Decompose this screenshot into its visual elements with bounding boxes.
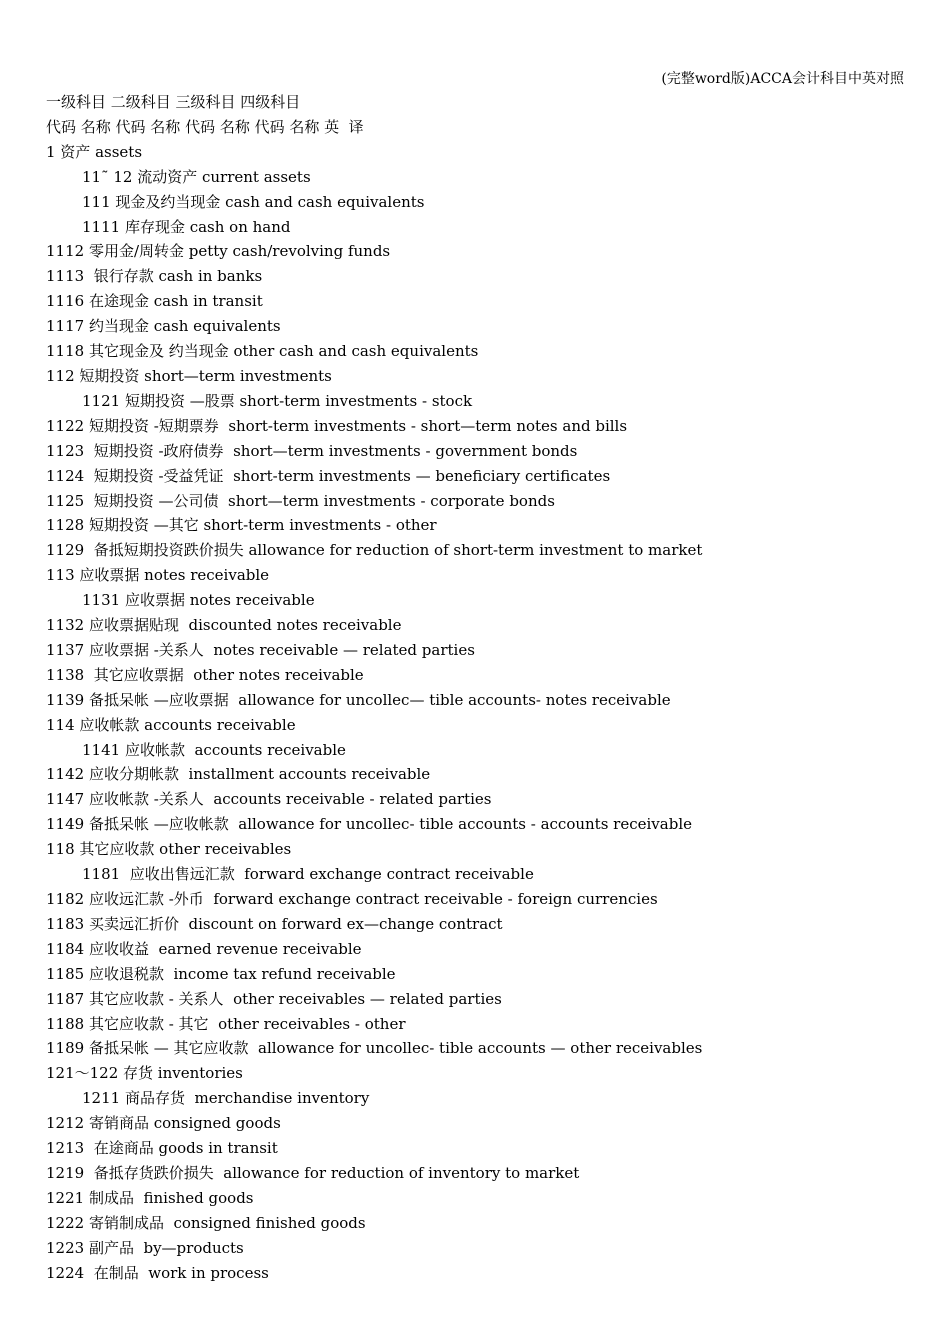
account-line: 112 短期投资 short—term investments [46,366,332,385]
account-line: 113 应收票据 notes receivable [46,566,270,585]
account-line: 1117 约当现金 cash equivalents [46,317,281,336]
account-line: 1222 寄销制成品 consigned finished goods [46,1213,366,1232]
account-line: 1141 应收帐款 accounts receivable [82,740,346,759]
account-line: 1181 应收出售远汇款 forward exchange contract receivable [82,865,534,884]
account-line: 1111 库存现金 cash on hand [82,217,291,236]
account-line: 1129 备抵短期投资跌价损失 allowance for reduction of short-term investment to market [46,541,703,560]
account-line: 1149 备抵呆帐 —应收帐款 allowance for uncollec- tible accounts - accounts receivable [46,815,692,834]
account-line: 11˜ 12 流动资产 current assets [82,167,311,186]
account-line: 1123 短期投资 -政府债券 short—term investments - government bonds [46,441,578,460]
document-header-note: (完整word版)ACCA会计科目中英对照 [661,71,904,87]
column-head-fields: 代码 名称 代码 名称 代码 名称 代码 名称 英 译 [46,117,364,136]
account-line: 1121 短期投资 —股票 short-term investments - stock [82,391,473,410]
account-line: 1219 备抵存货跌价损失 allowance for reduction of inventory to market [46,1163,580,1182]
account-line: 1116 在途现金 cash in transit [46,292,263,311]
account-line: 1 资产 assets [46,142,143,161]
account-line: 1113 银行存款 cash in banks [46,267,263,286]
account-line: 1137 应收票据 -关系人 notes receivable — related parties [46,640,475,659]
account-line: 1223 副产品 by—products [46,1238,244,1257]
account-list [46,90,926,1286]
account-line: 1112 零用金/周转金 petty cash/revolving funds [46,242,391,261]
account-line: 1122 短期投资 -短期票券 short-term investments - short—term notes and bills [46,416,628,435]
account-line: 1224 在制品 work in process [46,1263,269,1282]
account-line: 1125 短期投资 —公司债 short—term investments - corporate bonds [46,491,555,510]
account-line: 1213 在途商品 goods in transit [46,1139,278,1158]
account-line: 1124 短期投资 -受益凭证 short-term investments — beneficiary certificates [46,466,611,485]
account-line: 1132 应收票据贴现 discounted notes receivable [46,616,402,635]
account-line: 1184 应收收益 earned revenue receivable [46,939,362,958]
account-line: 1221 制成品 finished goods [46,1188,254,1207]
column-head-levels: 一级科目 二级科目 三级科目 四级科目 [46,93,301,111]
account-line: 1185 应收退税款 income tax refund receivable [46,964,396,983]
account-line: 118 其它应收款 other receivables [46,840,292,859]
account-line: 111 现金及约当现金 cash and cash equivalents [82,192,425,211]
account-line: 121～122 存货 inventories [46,1064,243,1083]
account-line: 1131 应收票据 notes receivable [82,591,315,610]
account-line: 1187 其它应收款 - 关系人 other receivables — related parties [46,989,502,1008]
account-line: 1212 寄销商品 consigned goods [46,1114,281,1133]
account-line: 1128 短期投资 —其它 short-term investments - other [46,516,437,535]
account-line: 1139 备抵呆帐 —应收票据 allowance for uncollec— tible accounts- notes receivable [46,690,671,709]
account-line: 1182 应收远汇款 -外币 forward exchange contract receivable - foreign currencies [46,890,658,908]
account-line: 1188 其它应收款 - 其它 other receivables - other [46,1014,406,1033]
account-line: 1118 其它现金及 约当现金 other cash and cash equivalents [46,342,479,361]
account-line: 1147 应收帐款 -关系人 accounts receivable - related parties [46,790,492,809]
account-line: 1138 其它应收票据 other notes receivable [46,665,364,684]
account-line: 114 应收帐款 accounts receivable [46,715,296,734]
account-line: 1211 商品存货 merchandise inventory [82,1089,370,1108]
account-line: 1189 备抵呆帐 — 其它应收款 allowance for uncollec- tible accounts — other receivables [46,1039,703,1058]
account-line: 1142 应收分期帐款 installment accounts receivable [46,765,431,784]
account-line: 1183 买卖远汇折价 discount on forward ex—change contract [46,914,503,933]
